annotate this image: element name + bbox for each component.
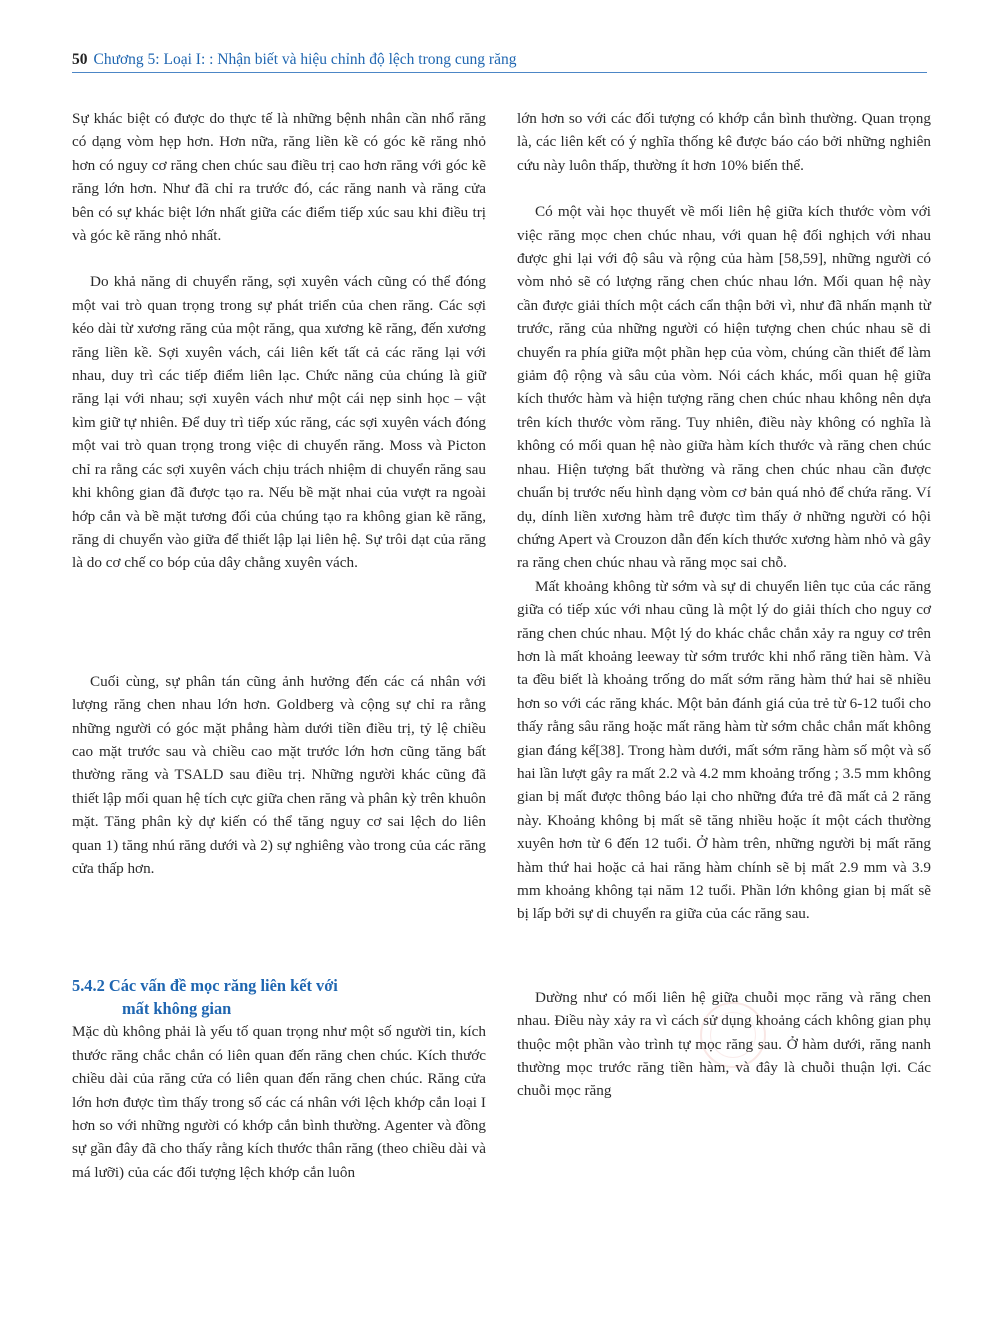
chapter-title: Loại I: : Nhận biết và hiệu chỉnh độ lệch trong cung răng xyxy=(163,51,517,68)
header-divider xyxy=(72,72,927,73)
paragraph: Sự khác biệt có được do thực tế là những bệnh nhân cần nhổ răng có dạng vòm hẹp hơn. Hơn nữa, răng liền kề có góc kẽ răng nhỏ hơn có nguy cơ răng chen chúc sau điều trị cao hơn răng với góc kẽ răng lớn hơn. Như đã chỉ ra trước đó, các răng nanh và răng cửa bên có sự khác biệt lớn nhất giữa các điểm tiếp xúc sau khi điều trị và góc kẽ răng nhỏ nhất. xyxy=(72,110,486,245)
watermark-stamp xyxy=(700,1002,766,1068)
section-heading-line2: mất không gian xyxy=(122,999,232,1019)
page-number: 50 xyxy=(72,51,88,68)
right-column xyxy=(517,107,931,1103)
paragraph: Có một vài học thuyết về mối liên hệ giữa kích thước vòm với việc răng mọc chen chúc nhau, với quan hệ đối nghịch với nhau được ghi lại với độ sâu và rộng của hàm [58,59], những người có vòm nhỏ sẽ có lượng răng chen chúc nhau lớn. Mối quan hệ này cần được giải thích một cách cẩn thận bởi vì, như đã nhấn mạnh từ trước, răng của những người có hiện tượng chen chúc nhau sẽ di chuyển ra phía giữa một phần hẹp của vòm, chúng cần thiết để làm giảm độ rộng và sâu của vòm. Nói cách khác, mối quan hệ giữa kích thước hàm và hiện tượng răng chen chúc nhau không nên dựa trên kích thước vòm răng. Tuy nhiên, điều này không có nghĩa là không có mối quan hệ nào giữa hàm kích thước và răng chen chúc nhau. Hiện tượng bất thường và răng chen chúc nhau cần được chuẩn bị trước nếu hình dạng vòm cơ bản quá nhỏ để chứa răng. Ví dụ, dính liền xương hàm trê được tìm thấy ở những người có hội chứng Apert và Crouzon dẫn đến kích thước xương hàm nhỏ và gây ra răng chen chúc nhau và răng mọc sai chỗ. xyxy=(517,203,931,572)
running-header xyxy=(72,50,927,70)
chapter-label: Chương 5: xyxy=(93,51,160,68)
paragraph: Do khả năng di chuyển răng, sợi xuyên vách cũng có thể đóng một vai trò quan trọng trong sự phát triển của chen răng. Các sợi kéo dài từ xương răng của một răng, qua xương kẽ răng, đến xương răng liền kề. Sợi xuyên vách, cái liên kết tất cả các răng lại với nhau, duy trì các tiếp điểm liên lạc. Chức năng của chúng là giữ răng lại với nhau; sợi xuyên vách như một cái nẹp sinh học – vật kìm giữ tự nhiên. Để duy trì tiếp xúc răng, các sợi xuyên vách đóng một vai trò quan trọng trong việc di chuyển răng. Moss và Picton chỉ ra rằng các sợi xuyên vách chịu trách nhiệm di chuyển răng sau khi không gian đã được tạo ra. Nếu bề mặt nhai của vượt ra ngoài hớp cắn và bề mặt tương đối của chúng tạo ra không gian kẽ răng, răng di chuyển vào giữa để thiết lập lại liên hệ. Sự trôi dạt của răng là do cơ chế co bóp của dây chằng xuyên vách. xyxy=(72,273,486,572)
paragraph: Mặc dù không phải là yếu tố quan trọng như một số người tin, kích thước răng chắc chắn có liên quan đến răng chen chúc. Kích thước chiều dài của răng cửa có liên quan đến răng chen chúc. Răng cửa lớn hơn được tìm thấy trong số các cá nhân với lệch khớp cắn loại I hơn so với những người có khớp cắn bình thường. Agenter và đồng sự gần đây đã cho thấy rằng kích thước thân răng (theo chiều dài và má lưỡi) của các đối tượng lệch khớp cắn luôn xyxy=(72,1023,486,1181)
paragraph: Dường như có mối liên hệ giữa chuỗi mọc răng và răng chen nhau. Điều này xảy ra vì cách sử dụng khoảng cách không gian phụ thuộc một phần vào trình tự mọc răng sau. Ở hàm dưới, răng nanh thường mọc trước răng tiền hàm, và đây là chuỗi thuận lợi. Các chuỗi mọc răng xyxy=(517,988,931,1100)
paragraph: Cuối cùng, sự phân tán cũng ảnh hưởng đến các cá nhân với lượng răng chen nhau lớn hơn. Goldberg và cộng sự chỉ ra rằng những người có góc mặt phẳng hàm dưới tiền điều trị, tỷ lệ chiều cao mặt trước sau và chiều cao mặt trước lớn hơn cũng tăng bất thường răng và TSALD sau điều trị. Những người khác cũng đã thiết lập mối quan hệ tích cực giữa chen răng và phân kỳ trên khuôn mặt. Tăng phân kỳ dự kiến có thể tăng nguy cơ sai lệch do liên quan 1) tăng nhú răng dưới và 2) sự nghiêng vào trong của các răng cửa thấp hơn. xyxy=(72,672,486,877)
section-heading-line1: 5.4.2 Các vấn đề mọc răng liên kết với xyxy=(72,976,338,996)
section-heading xyxy=(72,974,486,1020)
left-column xyxy=(72,107,486,1184)
paragraph: lớn hơn so với các đối tượng có khớp cắn bình thường. Quan trọng là, các liên kết có ý nghĩa thống kê được báo cáo bởi những nghiên cứu này luôn thấp, thường ít hơn 10% biến thể. xyxy=(517,110,931,174)
paragraph: Mất khoảng không từ sớm và sự di chuyển liên tục của các răng giữa có tiếp xúc với nhau cũng là một lý do giải thích cho nguy cơ răng chen chúc nhau. Một lý do khác chắc chắn xảy ra nguy cơ trên hơn là mất khoảng leeway từ sớm trước khi nhổ răng tiền hàm. Và ta đều biết là khoảng trống do mất sớm răng hàm thứ hai sẽ nhiều hơn so với các răng khác. Một bản đánh giá của trẻ từ 6-12 tuổi cho thấy rằng sâu răng hoặc mất răng hàm từ sớm chắc chắn mất không gian đáng kể[38]. Trong hàm dưới, mất sớm răng hàm số một và số hai lần lượt gây ra mất 2.2 và 4.2 mm khoảng trống ; 3.5 mm không gian bị mất được thông báo lại cho những đứa trẻ đã mất cả 2 răng này. Khoảng không bị mất sẽ tăng nhiều hoặc ít một cách thường xuyên hơn từ 6 đến 12 tuổi. Ở hàm trên, những người bị mất răng hàm thứ hai hoặc cả hai răng hàm chính sẽ bị mất 2.9 mm và 3.9 mm khoảng không tại năm 12 tuổi. Phần lớn không gian bị mất sẽ bị lấp bởi sự di chuyển ra giữa của các răng sau. xyxy=(517,577,931,923)
